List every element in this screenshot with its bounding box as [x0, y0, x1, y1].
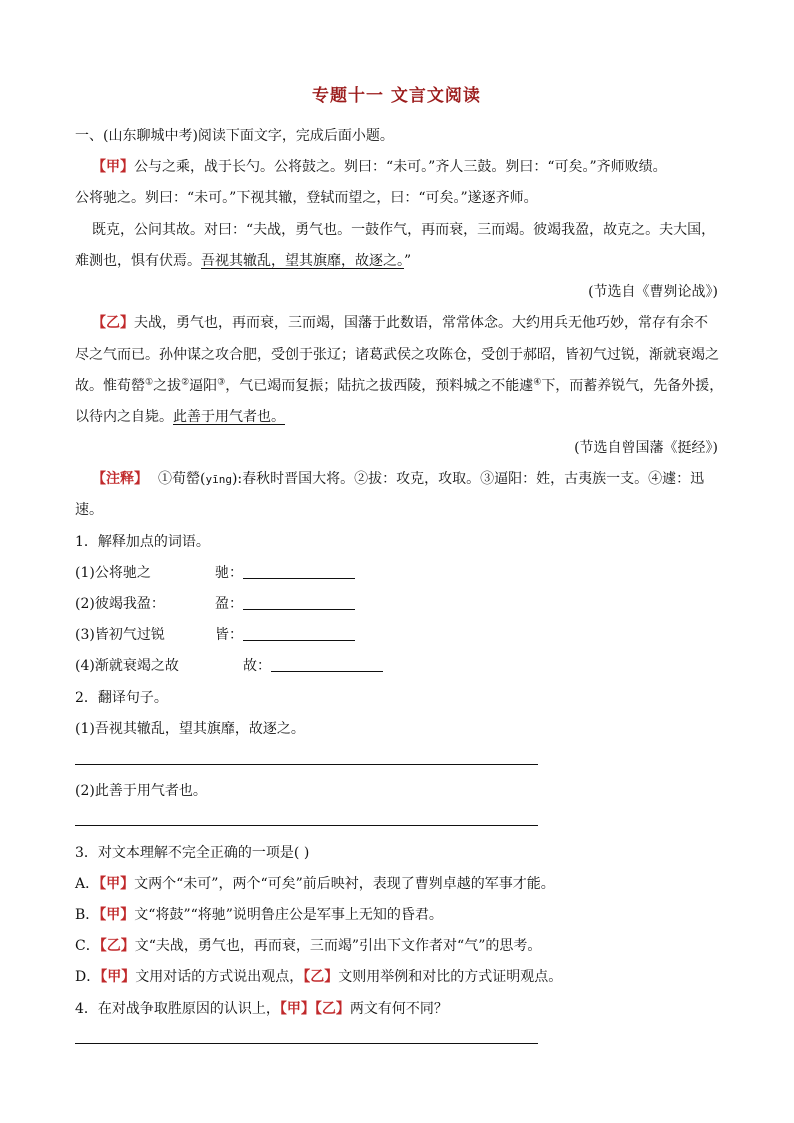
- passage-jia-tag: 【甲】: [92, 159, 134, 175]
- passage-jia-text-4: 难测也，惧有伏焉。: [75, 253, 201, 269]
- passage-yi-line-3: [75, 376, 723, 396]
- q1-item-3-answer: [215, 625, 355, 645]
- passage-yi-line-1: [92, 313, 708, 333]
- passage-yi-line-4: [75, 407, 285, 427]
- option-tag: 【甲】: [99, 876, 135, 892]
- passage-yi-text-4: 以待内之自毙。: [75, 409, 173, 425]
- q1-item-1-answer: [215, 563, 355, 583]
- passage-yi-line-2: 尽之气而已。孙仲谋之攻合肥，受创于张辽；诸葛武侯之攻陈仓，受创于郝昭，皆初气过锐，渐就衰竭之: [75, 347, 719, 363]
- passage-jia-text-1: 公与之乘，战于长勺。公将鼓之。刿曰：“未可。”齐人三鼓。刿曰：“可矣。”齐师败绩。: [134, 159, 667, 175]
- option-tag: 【乙】: [303, 969, 339, 985]
- option-text: 文则用举例和对比的方式证明观点。: [338, 969, 563, 985]
- question-2-stem: 2．翻译句子。: [75, 690, 168, 706]
- section-heading: 一、(山东聊城中考)阅读下面文字，完成后面小题。: [75, 128, 394, 144]
- option-tag: 【乙】: [99, 938, 135, 954]
- option-letter: A．: [75, 876, 100, 892]
- footnote-marker-3: ③: [217, 377, 226, 388]
- option-text: 文“将鼓”“将驰”说明鲁庄公是军事上无知的昏君。: [134, 907, 443, 923]
- passage-yi-underlined-sentence: 此善于用气者也。: [173, 409, 285, 425]
- q2-item-1-answer-line[interactable]: [75, 764, 538, 765]
- q1-item-1-phrase: (1)公将驰之: [75, 565, 151, 581]
- answer-blank[interactable]: [243, 564, 355, 579]
- answer-blank[interactable]: [243, 626, 355, 641]
- footnote-marker-4: ④: [533, 377, 542, 388]
- option-letter: B．: [75, 907, 100, 923]
- q4-tag-jia: 【甲】: [279, 1001, 315, 1017]
- passage-jia-line-2: 公将驰之。刿曰：“未可。”下视其辙，登轼而望之，曰：“可矣。”遂逐齐师。: [75, 190, 538, 206]
- page-title: 专题十一 文言文阅读: [312, 86, 481, 106]
- q1-item-2-answer: [215, 594, 355, 614]
- q4-prefix: 4．在对战争取胜原因的认识上，: [75, 1001, 280, 1017]
- passage-yi-tag: 【乙】: [92, 315, 134, 331]
- q1-item-1-word: 驰：: [215, 565, 243, 581]
- passage-yi-text-3b: 之拔: [153, 378, 182, 394]
- option-letter: C．: [75, 938, 100, 954]
- q1-item-4-word: 故：: [243, 658, 271, 674]
- q3-option-a[interactable]: [75, 874, 555, 894]
- pinyin: yīng: [205, 473, 232, 486]
- passage-yi-text-3e: 下，而蓄养锐气，先备外援，: [541, 378, 724, 394]
- option-letter: D．: [75, 969, 101, 985]
- q1-item-4-phrase: (4)渐就衰竭之故: [75, 658, 179, 674]
- answer-blank[interactable]: [271, 657, 383, 672]
- notes-text-1a: ①荀罃(: [158, 471, 206, 487]
- passage-jia-line-1: [92, 157, 667, 177]
- q4-suffix: 两文有何不同？: [349, 1001, 448, 1017]
- footnote-marker-1: ①: [145, 377, 154, 388]
- notes-line-1: [92, 469, 704, 490]
- closing-quote: ”: [404, 253, 412, 269]
- q1-item-2-word: 盈：: [215, 596, 243, 612]
- passage-jia-underlined-sentence: 吾视其辙乱，望其旗靡，故逐之。: [201, 253, 404, 269]
- passage-yi-source: (节选自曾国藩《挺经》): [574, 440, 718, 456]
- q1-item-4-answer: [243, 656, 383, 676]
- q3-option-d[interactable]: [75, 967, 562, 987]
- question-1-stem: 1．解释加点的词语。: [75, 534, 210, 550]
- q2-item-2-answer-line[interactable]: [75, 825, 538, 826]
- notes-line-2: 速。: [75, 502, 103, 518]
- q4-tag-yi: 【乙】: [314, 1001, 350, 1017]
- answer-blank[interactable]: [243, 595, 355, 610]
- q4-answer-line[interactable]: [75, 1043, 538, 1044]
- option-text: 文用对话的方式说出观点，: [135, 969, 304, 985]
- passage-yi-text-3a: 故。惟荀罃: [75, 378, 145, 394]
- passage-jia-source: (节选自《曹刿论战》): [588, 284, 718, 300]
- passage-yi-text-1: 夫战，勇气也，再而衰，三而竭，国藩于此数语，常常体念。大约用兵无他巧妙，常存有余不: [134, 315, 708, 331]
- passage-jia-line-3: 既克，公问其故。对曰：“夫战，勇气也。一鼓作气，再而衰，三而竭。彼竭我盈，故克之。夫大国，: [92, 222, 716, 238]
- q3-option-c[interactable]: [75, 936, 541, 956]
- q2-item-2: (2)此善于用气者也。: [75, 783, 207, 799]
- option-tag: 【甲】: [100, 969, 136, 985]
- passage-yi-text-3d: ，气已竭而复振；陆抗之拔西陵，预料城之不能遽: [225, 378, 534, 394]
- q1-item-3-word: 皆：: [215, 627, 243, 643]
- option-tag: 【甲】: [99, 907, 135, 923]
- notes-tag: 【注释】: [92, 471, 148, 487]
- notes-text-1b: ):春秋时晋国大将。②拔：攻克，攻取。③逼阳：姓，古夷族一支。④遽：迅: [231, 471, 705, 487]
- question-3-stem: 3．对文本理解不完全正确的一项是( ): [75, 845, 310, 861]
- footnote-marker-2: ②: [181, 377, 190, 388]
- question-4-stem: [75, 999, 448, 1019]
- passage-jia-line-4: [75, 251, 411, 271]
- q1-item-3-phrase: (3)皆初气过锐: [75, 627, 165, 643]
- option-text: 文“夫战，勇气也，再而衰，三而竭”引出下文作者对“气”的思考。: [134, 938, 542, 954]
- q3-option-b[interactable]: [75, 905, 443, 925]
- passage-yi-text-3c: 逼阳: [189, 378, 218, 394]
- q1-item-2-phrase: (2)彼竭我盈：: [75, 596, 165, 612]
- q2-item-1: (1)吾视其辙乱，望其旗靡，故逐之。: [75, 721, 305, 737]
- option-text: 文两个“未可”，两个“可矣”前后映衬，表现了曹刿卓越的军事才能。: [134, 876, 555, 892]
